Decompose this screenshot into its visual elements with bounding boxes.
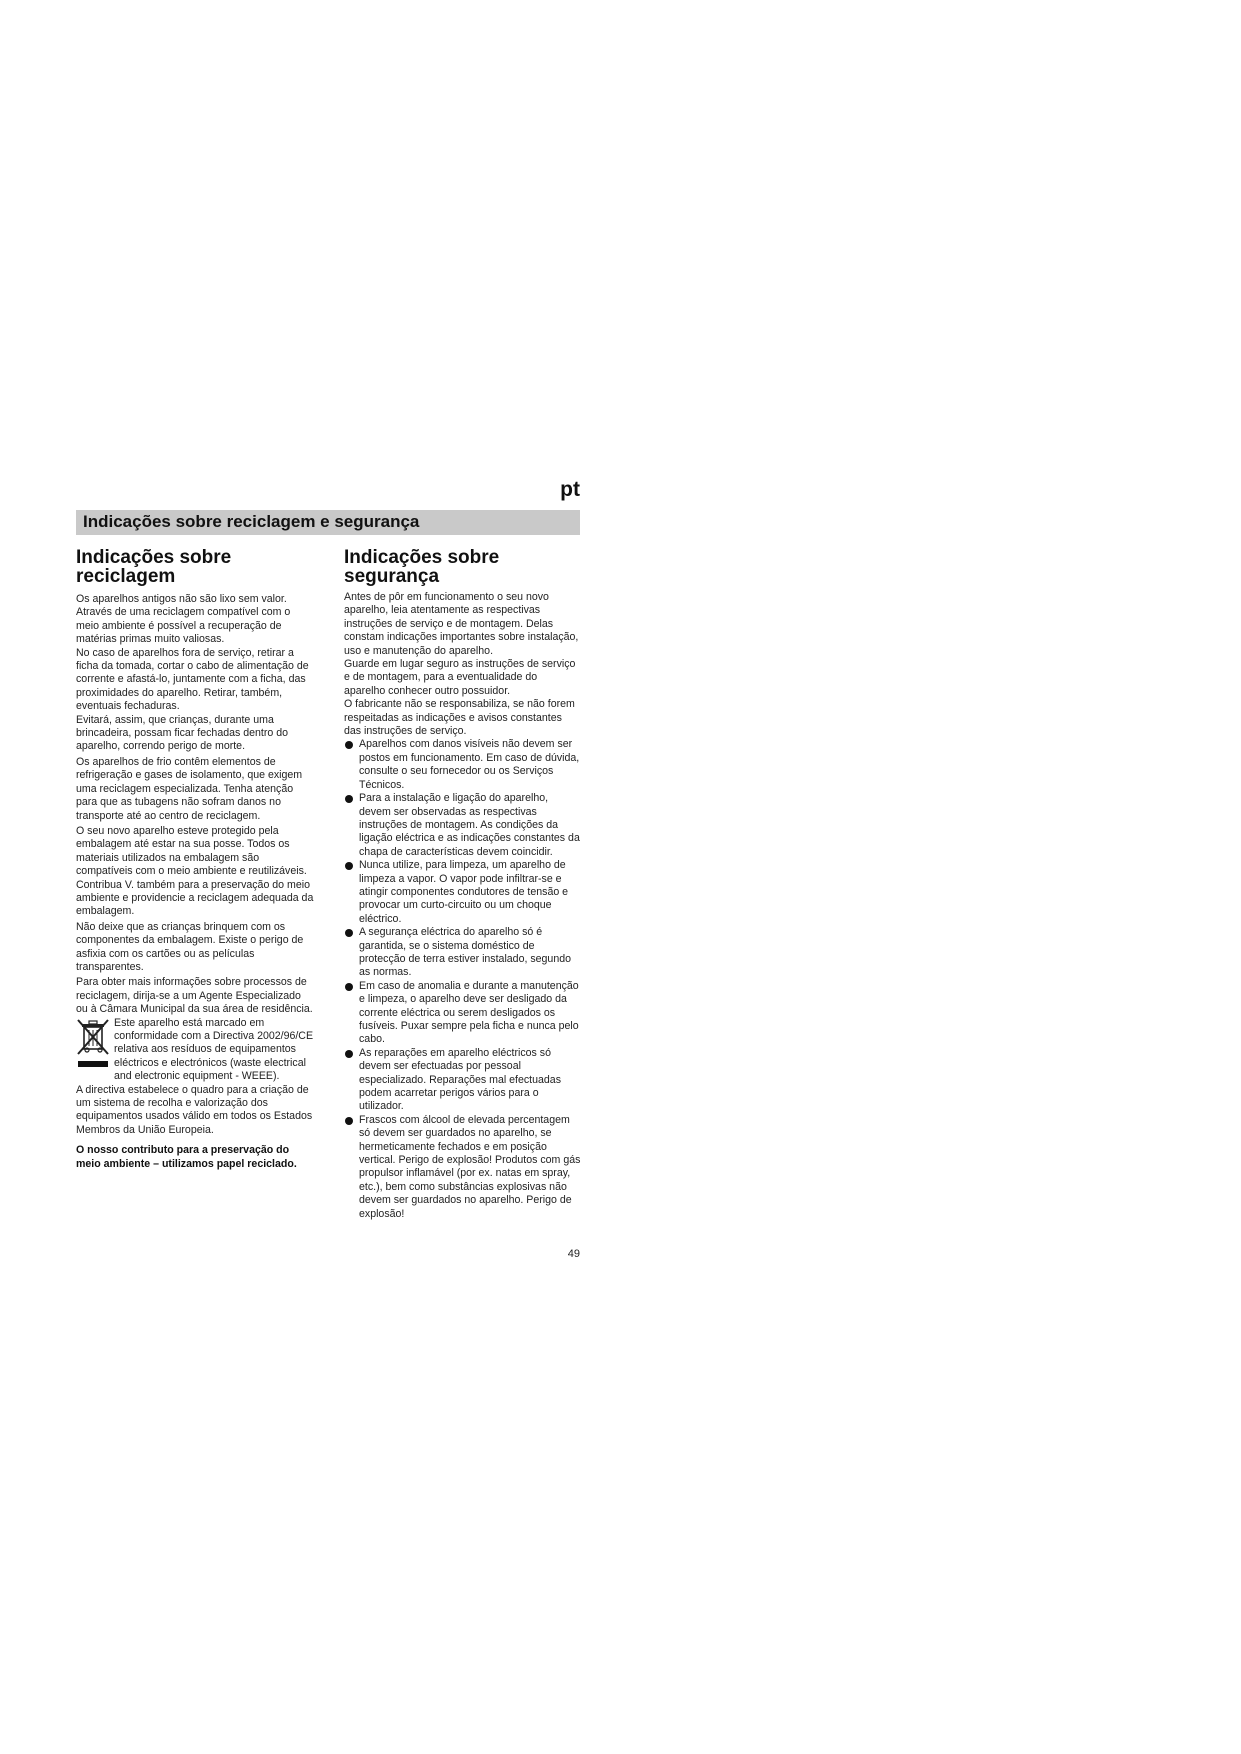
bullet-icon [345, 983, 353, 991]
page-number: 49 [567, 1248, 580, 1260]
list-item [344, 792, 581, 859]
recycling-column [76, 548, 314, 1171]
recycling-heading [76, 548, 314, 586]
bullet-text: Nunca utilize, para limpeza, um aparelho de limpeza a vapor. O vapor pode infiltrar-se e atingir componentes condutores de tensão e provocar um curto-circuito ou um choque eléctrico. [359, 859, 569, 925]
list-item [344, 1047, 581, 1114]
safety-heading: Indicações sobre segurança [344, 547, 500, 587]
list-item [344, 859, 581, 926]
recycling-paragraph: Para obter mais informações sobre processos de reciclagem, dirija-se a um Agente Especializado ou à Câmara Municipal da sua área de residência. [76, 976, 313, 1016]
list-item [344, 1114, 581, 1221]
safety-bullet-list [344, 738, 581, 1221]
recycling-paragraph: O seu novo aparelho esteve protegido pela embalagem até estar na sua posse. Todos os materiais utilizados na embalagem são compatíveis com o meio ambiente e reutilizáveis. [76, 824, 307, 878]
list-item [344, 738, 581, 792]
recycled-paper-note: O nosso contributo para a preservação do meio ambiente – utilizamos papel reciclado. [76, 1144, 297, 1170]
bullet-icon [345, 795, 353, 803]
recycling-paragraph: Os aparelhos de frio contêm elementos de refrigeração e gases de isolamento, que exigem uma reciclagem especializada. Tenha atenção para que as tubagens não sofram danos no transporte até ao centro de reciclagem. [76, 755, 303, 822]
bullet-icon [345, 1117, 353, 1125]
recycling-heading-line1: Indicações sobre [76, 547, 232, 568]
bullet-icon [345, 929, 353, 937]
safety-paragraph: Guarde em lugar seguro as instruções de serviço e de montagem, para a eventualidade do aparelho conhecer outro possuidor. [344, 658, 576, 697]
bullet-icon [345, 741, 353, 749]
crossed-bin-icon [76, 1017, 110, 1069]
recycling-paragraph: Não deixe que as crianças brinquem com os componentes da embalagem. Existe o perigo de asfixia com os cartões ou as películas transparentes. [76, 920, 304, 973]
recycling-heading-line2: reciclagem [76, 566, 176, 587]
weee-notice [76, 1017, 314, 1084]
safety-column [344, 548, 581, 1221]
recycling-paragraph: No caso de aparelhos fora de serviço, retirar a ficha da tomada, cortar o cabo de alimentação de corrente e afastá-lo, juntamente com a ficha, das proximidades do aparelho. Retirar, também, eventuais fechaduras. [76, 646, 309, 713]
recycling-paragraph: Os aparelhos antigos não são lixo sem valor. Através de uma reciclagem compatível com o meio ambiente é possível a recuperação de matérias primas muito valiosas. [76, 593, 291, 646]
bullet-text: A segurança eléctrica do aparelho só é garantida, se o sistema doméstico de protecção de terra estiver instalado, segundo as normas. [359, 926, 572, 979]
bullet-icon [345, 862, 353, 870]
list-item [344, 926, 581, 980]
bullet-text: Aparelhos com danos visíveis não devem ser postos em funcionamento. Em caso de dúvida, consulte o seu fornecedor ou os Serviços Técnicos. [359, 738, 580, 791]
recycling-paragraph: Evitará, assim, que crianças, durante uma brincadeira, possam ficar fechadas dentro do aparelho, correndo perigo de morte. [76, 713, 288, 753]
safety-paragraph: O fabricante não se responsabiliza, se não forem respeitadas as indicações e avisos constantes das instruções de serviço. [344, 698, 575, 738]
weee-text: Este aparelho está marcado em conformidade com a Directiva 2002/96/CE relativa aos resíduos de equipamentos eléctricos e electrónicos (waste electrical and electronic equipment - WEEE). [114, 1016, 314, 1083]
bullet-text: Para a instalação e ligação do aparelho, devem ser observadas as respectivas instruções de montagem. As condições da ligação eléctrica e as indicações constantes da chapa de características devem coincidir. [359, 792, 580, 858]
recycling-paragraph: A directiva estabelece o quadro para a criação de um sistema de recolha e valorização dos equipamentos usados válido em todos os Estados Membros da União Europeia. [76, 1083, 313, 1136]
bullet-icon [345, 1050, 353, 1058]
list-item [344, 980, 581, 1047]
bullet-text: Frascos com álcool de elevada percentagem só devem ser guardados no aparelho, se hermeticamente fechados e em posição vertical. Perigo de explosão! Produtos com gás propulsor inflamável (por ex. natas em spray, etc.), bem como substâncias explosivas não devem ser guardados no aparelho. Perigo de explosão! [359, 1113, 581, 1220]
section-banner [76, 510, 580, 535]
banner-title: Indicações sobre reciclagem e segurança [83, 512, 420, 531]
bullet-text: As reparações em aparelho eléctricos só devem ser efectuadas por pessoal especializado. Reparações mal efectuadas podem acarretar perigos vários para o utilizador. [359, 1046, 561, 1113]
recycling-paragraph: Contribua V. também para a preservação do meio ambiente e providencie a reciclagem adequada da embalagem. [76, 878, 314, 918]
bullet-text: Em caso de anomalia e durante a manutenção e limpeza, o aparelho deve ser desligado da corrente eléctrica ou serem desligados os fusíveis. Puxar sempre pela ficha e nunca pelo cabo. [359, 979, 579, 1046]
safety-paragraph: Antes de pôr em funcionamento o seu novo aparelho, leia atentamente as respectivas instruções de serviço e de montagem. Delas constam indicações importantes sobre instalação, uso e manutenção do aparelho. [344, 591, 579, 657]
language-code: pt [560, 478, 580, 501]
